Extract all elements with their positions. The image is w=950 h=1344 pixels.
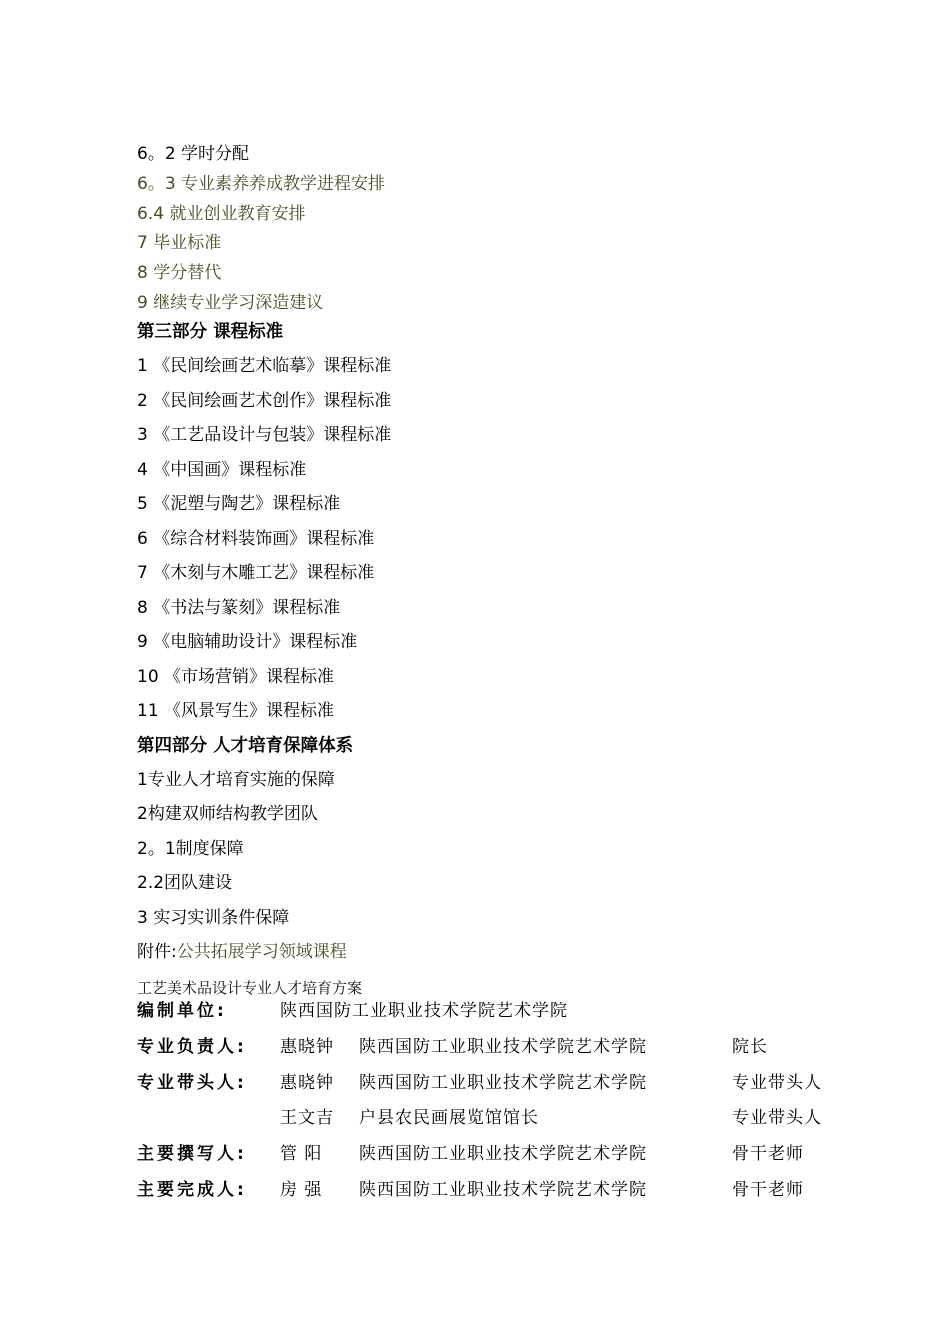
staff-role: 院长 <box>732 1036 768 1057</box>
toc-item[interactable]: 11 《风景写生》课程标准 <box>137 701 335 721</box>
toc-item[interactable]: 2构建双师结构教学团队 <box>137 804 318 824</box>
staff-label: 专业带头人: <box>137 1072 247 1093</box>
staff-org: 陕西国防工业职业技术学院艺术学院 <box>359 1036 647 1057</box>
staff-name: 房 强 <box>280 1179 323 1200</box>
toc-item[interactable]: 8 《书法与篆刻》课程标准 <box>137 597 341 618</box>
staff-org: 户县农民画展览馆馆长 <box>359 1108 539 1129</box>
staff-row-unit <box>137 994 897 1030</box>
toc-item[interactable]: 3 实习实训条件保障 <box>137 907 290 928</box>
appendix-title: 公共拓展学习领域课程 <box>176 942 347 962</box>
toc-appendix[interactable] <box>137 935 837 970</box>
toc-item[interactable]: 10 《市场营销》课程标准 <box>137 666 335 687</box>
toc-item[interactable]: 2.2团队建设 <box>137 873 233 893</box>
staff-table <box>137 994 897 1209</box>
toc-item[interactable]: 2 《民间绘画艺术创作》课程标准 <box>137 390 392 411</box>
part4-heading: 第四部分 人才培育保障体系 <box>137 735 354 756</box>
toc-part2-tail <box>137 140 837 319</box>
toc-item[interactable]: 1专业人才培育实施的保障 <box>137 769 335 790</box>
staff-name: 惠晓钟 <box>280 1036 334 1057</box>
staff-role: 骨干老师 <box>732 1144 804 1165</box>
toc-item[interactable]: 7 毕业标准 <box>137 233 222 254</box>
plan-title: 工艺美术品设计专业人才培育方案 <box>137 979 363 997</box>
staff-name: 惠晓钟 <box>280 1072 334 1093</box>
staff-role: 专业带头人 <box>732 1072 822 1093</box>
toc-item[interactable]: 8 学分替代 <box>137 263 222 284</box>
toc-item[interactable]: 6。3 专业素养养成教学进程安排 <box>137 173 386 194</box>
staff-org: 陕西国防工业职业技术学院艺术学院 <box>359 1179 647 1200</box>
toc-item[interactable]: 6 《综合材料装饰画》课程标准 <box>137 528 375 549</box>
staff-label: 编制单位: <box>137 1001 227 1021</box>
staff-org: 陕西国防工业职业技术学院艺术学院 <box>359 1144 647 1165</box>
staff-name: 管 阳 <box>280 1144 323 1165</box>
toc-item[interactable]: 6.4 就业创业教育安排 <box>137 203 306 224</box>
toc-item[interactable]: 1 《民间绘画艺术临摹》课程标准 <box>137 356 392 376</box>
staff-label: 主要撰写人: <box>137 1144 247 1165</box>
part3-heading: 第三部分 课程标准 <box>137 322 284 342</box>
toc-item[interactable]: 2。1制度保障 <box>137 838 244 859</box>
staff-row <box>137 1030 897 1066</box>
toc-item[interactable]: 7 《木刻与木雕工艺》课程标准 <box>137 563 375 583</box>
staff-label: 主要完成人: <box>137 1179 247 1200</box>
staff-org: 陕西国防工业职业技术学院艺术学院 <box>280 1001 568 1021</box>
staff-role: 骨干老师 <box>732 1179 804 1200</box>
toc-item[interactable]: 9 《电脑辅助设计》课程标准 <box>137 632 358 652</box>
staff-label: 专业负责人: <box>137 1036 247 1057</box>
staff-name: 王文吉 <box>280 1108 334 1129</box>
staff-role: 专业带头人 <box>732 1108 822 1129</box>
toc-item[interactable]: 3 《工艺品设计与包装》课程标准 <box>137 425 392 445</box>
toc-part3-part4 <box>137 349 837 970</box>
staff-row <box>137 1101 897 1137</box>
toc-item[interactable]: 4 《中国画》课程标准 <box>137 459 307 480</box>
staff-row <box>137 1066 897 1102</box>
staff-row <box>137 1137 897 1173</box>
appendix-prefix: 附件: <box>137 942 177 962</box>
toc-item[interactable]: 9 继续专业学习深造建议 <box>137 292 324 313</box>
toc-item[interactable]: 6。2 学时分配 <box>137 144 250 164</box>
staff-row <box>137 1173 897 1209</box>
toc-item[interactable]: 5 《泥塑与陶艺》课程标准 <box>137 494 341 514</box>
staff-org: 陕西国防工业职业技术学院艺术学院 <box>359 1072 647 1093</box>
